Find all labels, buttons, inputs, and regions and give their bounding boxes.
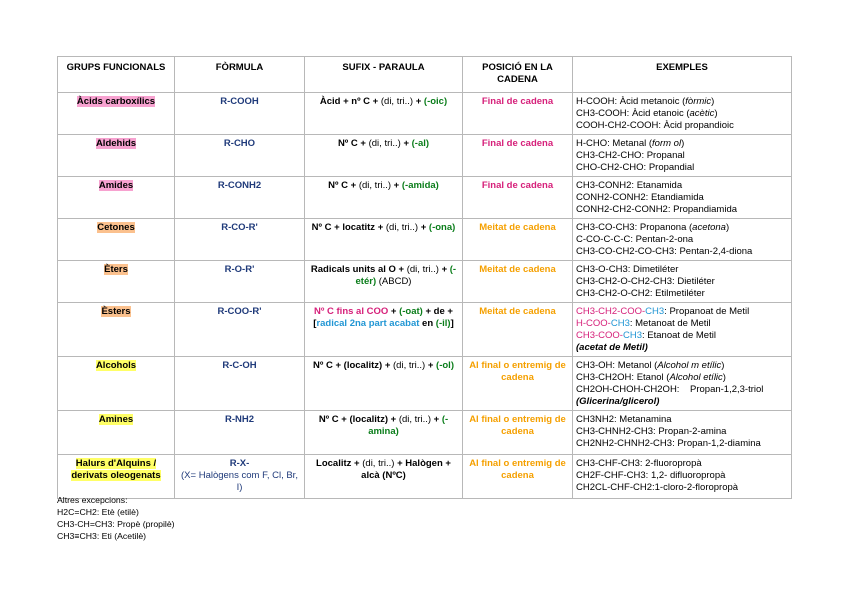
sufix-part: +	[400, 138, 412, 149]
example-text: COO-	[586, 318, 611, 329]
example-line: CH3-CH2-O-CH2: Etilmetiléter	[576, 288, 705, 299]
sufix-part: (di, tri..)	[398, 414, 432, 425]
formula-cell	[175, 177, 305, 219]
grup-cell	[58, 219, 175, 261]
grup-name: Cetones	[97, 222, 135, 233]
table-row	[58, 303, 792, 357]
sufix-part: +	[431, 414, 442, 425]
sufix-part: (di, tri..)	[406, 264, 439, 275]
sufix-part: + de + [	[313, 306, 453, 329]
sufix-ending: (-il)	[435, 318, 451, 329]
exemples-cell	[573, 219, 792, 261]
grup-name: Aldehids	[95, 138, 137, 149]
example-text: : Metanoat de Metil	[629, 318, 711, 329]
exemples-cell	[573, 357, 792, 411]
example-text: CH3	[645, 306, 665, 317]
grup-name: Amides	[98, 180, 134, 191]
formula: R-COOH	[220, 96, 259, 107]
formula-cell	[175, 455, 305, 499]
formula: R-O-R'	[224, 264, 255, 275]
sufix-part: Nº C fins al COO	[314, 306, 389, 317]
sufix-cell	[305, 261, 463, 303]
example-line: CH3-CHF-CH3: 2-fluoropropà	[576, 458, 702, 469]
posicio-cell: Al final o entremig de cadena	[463, 357, 573, 411]
posicio-cell: Meitat de cadena	[463, 219, 573, 261]
sufix-part: (di, tri..)	[362, 458, 395, 469]
exemples-cell	[573, 177, 792, 219]
header-sufix: SUFIX - PARAULA	[305, 57, 463, 93]
formula-cell	[175, 135, 305, 177]
exemples-cell	[573, 135, 792, 177]
example-line: CH3-CONH2: Etanamida	[576, 180, 683, 191]
sufix-cell	[305, 93, 463, 135]
example-text: Alcohol m etílic	[657, 360, 722, 371]
posicio-cell: Al final o entremig de cadena	[463, 411, 573, 455]
example-text: CH3-CH2OH: Etanol (	[576, 372, 670, 383]
grup-name: Alcohols	[95, 360, 137, 371]
grup-name: Halurs d'Alquins / derivats oleogenats	[71, 458, 161, 481]
example-text: CH3-CO-CH3: Propanona (	[576, 222, 693, 233]
note-line: H2C=CH2: Etè (etilè)	[57, 507, 139, 517]
grup-cell	[58, 303, 175, 357]
example-line: CH2F-CHF-CH3: 1,2- difluoropropà	[576, 470, 726, 481]
example-text: CH3-CH2-	[576, 306, 621, 317]
example-line	[576, 306, 788, 318]
example-line	[576, 318, 788, 330]
notes-title: Altres excepcions:	[57, 495, 128, 505]
table-row	[58, 135, 792, 177]
posicio-cell: Meitat de cadena	[463, 261, 573, 303]
header-formula: FÒRMULA	[175, 57, 305, 93]
example-text: CH3-COOH: Àcid etanoic (	[576, 108, 690, 119]
header-row	[58, 57, 792, 93]
sufix-part: radical 2na part acabat	[316, 318, 420, 329]
formula-cell	[175, 357, 305, 411]
exemples-cell	[573, 455, 792, 499]
table-row	[58, 177, 792, 219]
example-text: fòrmic	[685, 96, 712, 107]
sufix-part: +	[438, 264, 450, 275]
sufix-part: +	[391, 180, 402, 191]
formula: R-CONH2	[217, 180, 262, 191]
example-line	[576, 330, 788, 342]
example-text: H-	[576, 318, 587, 329]
grup-name: Èters	[104, 264, 128, 275]
example-text: )	[681, 138, 685, 149]
formula: R-CO-R'	[221, 222, 258, 233]
sufix-ending: (-amina)	[368, 414, 449, 437]
sufix-cell	[305, 303, 463, 357]
formula-note: (X= Halògens com F, Cl, Br, I)	[181, 470, 298, 493]
sufix-cell	[305, 411, 463, 455]
example-line: CH2CL-CHF-CH2:1-cloro-2-floropropà	[576, 482, 739, 493]
example-line	[576, 138, 788, 150]
exceptions-notes	[57, 494, 175, 542]
exemples-cell	[573, 93, 792, 135]
sufix-part: +	[413, 96, 424, 107]
sufix-ending: (-al)	[411, 138, 430, 149]
sufix-part: +	[418, 222, 429, 233]
example-line	[576, 96, 788, 108]
example-line: (Glicerina/glicerol)	[576, 396, 660, 407]
posicio-cell: Final de cadena	[463, 93, 573, 135]
example-text: H-CHO: Metanal (	[576, 138, 653, 149]
sufix-part: (di, tri..)	[368, 138, 401, 149]
grup-cell	[58, 455, 175, 499]
header-grups: GRUPS FUNCIONALS	[58, 57, 175, 93]
sufix-part: Nº C + (localitz) +	[318, 414, 399, 425]
sufix-cell	[305, 219, 463, 261]
example-line	[576, 360, 788, 372]
grup-name: Àcids carboxílics	[76, 96, 156, 107]
example-text: CH3-	[576, 330, 599, 341]
grup-cell	[58, 135, 175, 177]
formula: R-X-	[229, 458, 250, 469]
example-line: CONH2-CONH2: Etandiamida	[576, 192, 704, 203]
example-line	[576, 372, 788, 384]
example-line: CH2OH-CHOH-CH2OH: Propan-1,2,3-triol	[576, 384, 764, 395]
sufix-ending: (-oat)	[399, 306, 423, 317]
sufix-cell	[305, 135, 463, 177]
grup-cell	[58, 411, 175, 455]
grup-cell	[58, 177, 175, 219]
sufix-part: Nº C +	[328, 180, 359, 191]
example-text: H-COOH: Àcid metanoic (	[576, 96, 686, 107]
example-text: COO-	[598, 330, 623, 341]
sufix-ending: (-ona)	[428, 222, 456, 233]
sufix-part: +	[425, 360, 437, 371]
sufix-part: en	[419, 318, 436, 329]
grup-cell	[58, 261, 175, 303]
grup-cell	[58, 357, 175, 411]
formula-cell	[175, 411, 305, 455]
sufix-cell	[305, 357, 463, 411]
example-line: CH3-CH2-O-CH2-CH3: Dietiléter	[576, 276, 715, 287]
example-text: )	[714, 108, 718, 119]
sufix-part: ]	[450, 318, 454, 329]
table-row	[58, 219, 792, 261]
sufix-ending: (-ol)	[436, 360, 454, 371]
example-text: acètic	[689, 108, 715, 119]
formula-cell	[175, 93, 305, 135]
sufix-part: Àcid + nº C +	[319, 96, 381, 107]
posicio-cell: Al final o entremig de cadena	[463, 455, 573, 499]
header-exemples: EXEMPLES	[573, 57, 792, 93]
example-line: CH3-CH2-CHO: Propanal	[576, 150, 685, 161]
table-row	[58, 455, 792, 499]
formula-cell	[175, 303, 305, 357]
example-line: CHO-CH2-CHO: Propandial	[576, 162, 695, 173]
sufix-part: (di, tri..)	[380, 96, 414, 107]
example-line	[576, 222, 788, 234]
example-text: CH3-OH: Metanol (	[576, 360, 658, 371]
example-text: Alcohol etílic	[669, 372, 723, 383]
example-line: COOH-CH2-COOH: Àcid propandioic	[576, 120, 734, 131]
formula: R-COO-R'	[217, 306, 262, 317]
example-text: : Propanoat de Metil	[664, 306, 750, 317]
example-line: CH3NH2: Metanamina	[576, 414, 672, 425]
grup-cell	[58, 93, 175, 135]
posicio-cell: Final de cadena	[463, 135, 573, 177]
formula-cell	[175, 219, 305, 261]
example-text: COO-	[620, 306, 646, 317]
example-line: (acetat de Metil)	[576, 342, 648, 353]
posicio-cell: Meitat de cadena	[463, 303, 573, 357]
note-line: CH3-CH=CH3: Propè (propilè)	[57, 519, 175, 529]
exemples-cell	[573, 303, 792, 357]
sufix-part: Nº C +	[337, 138, 369, 149]
example-line	[576, 108, 788, 120]
grup-name: Èsters	[101, 306, 131, 317]
sufix-part: Nº C + locatitz +	[311, 222, 386, 233]
formula: R-CHO	[223, 138, 256, 149]
sufix-part: (di, tri..)	[358, 180, 392, 191]
example-line: CH2NH2-CHNH2-CH3: Propan-1,2-diamina	[576, 438, 761, 449]
table-row	[58, 411, 792, 455]
formula: R-C-OH	[222, 360, 257, 371]
sufix-ending: (-amida)	[401, 180, 439, 191]
sufix-cell	[305, 455, 463, 499]
example-text: CH3	[610, 318, 630, 329]
sufix-part: Nº C + (localitz) +	[313, 360, 394, 371]
example-text: : Etanoat de Metil	[642, 330, 716, 341]
example-line: C-CO-C-C-C: Pentan-2-ona	[576, 234, 694, 245]
example-text: )	[722, 372, 726, 383]
sufix-ending: (-etér)	[355, 264, 457, 287]
sufix-part: (ABCD)	[376, 276, 412, 287]
example-text: )	[711, 96, 715, 107]
example-text: CH3	[622, 330, 642, 341]
formula: R-NH2	[224, 414, 255, 425]
sufix-part: + Halògen + alcà (NºC)	[361, 458, 451, 481]
table-row	[58, 93, 792, 135]
example-text: form ol	[652, 138, 682, 149]
example-text: )	[725, 222, 730, 233]
posicio-cell: Final de cadena	[463, 177, 573, 219]
sufix-part: (di, tri..)	[393, 360, 426, 371]
sufix-part: Localitz +	[316, 458, 363, 469]
sufix-cell	[305, 177, 463, 219]
table-row	[58, 357, 792, 411]
example-text: )	[721, 360, 725, 371]
formula-cell	[175, 261, 305, 303]
sufix-part: Radicals units al O +	[310, 264, 407, 275]
sufix-part: (di, tri..)	[385, 222, 419, 233]
grup-name: Amines	[98, 414, 134, 425]
note-line: CH3≡CH3: Eti (Acetilè)	[57, 531, 147, 541]
exemples-cell	[573, 261, 792, 303]
sufix-part: +	[388, 306, 400, 317]
exemples-cell	[573, 411, 792, 455]
table-row	[58, 261, 792, 303]
example-line: CONH2-CH2-CONH2: Propandiamida	[576, 204, 738, 215]
example-line: CH3-CO-CH2-CO-CH3: Pentan-2,4-diona	[576, 246, 753, 257]
header-posicio: POSICIÓ EN LA CADENA	[463, 57, 573, 93]
functional-groups-table	[57, 56, 792, 499]
sufix-ending: (-oic)	[423, 96, 448, 107]
example-line: CH3-O-CH3: Dimetiléter	[576, 264, 679, 275]
example-line: CH3-CHNH2-CH3: Propan-2-amina	[576, 426, 727, 437]
example-text: acetona	[692, 222, 726, 233]
